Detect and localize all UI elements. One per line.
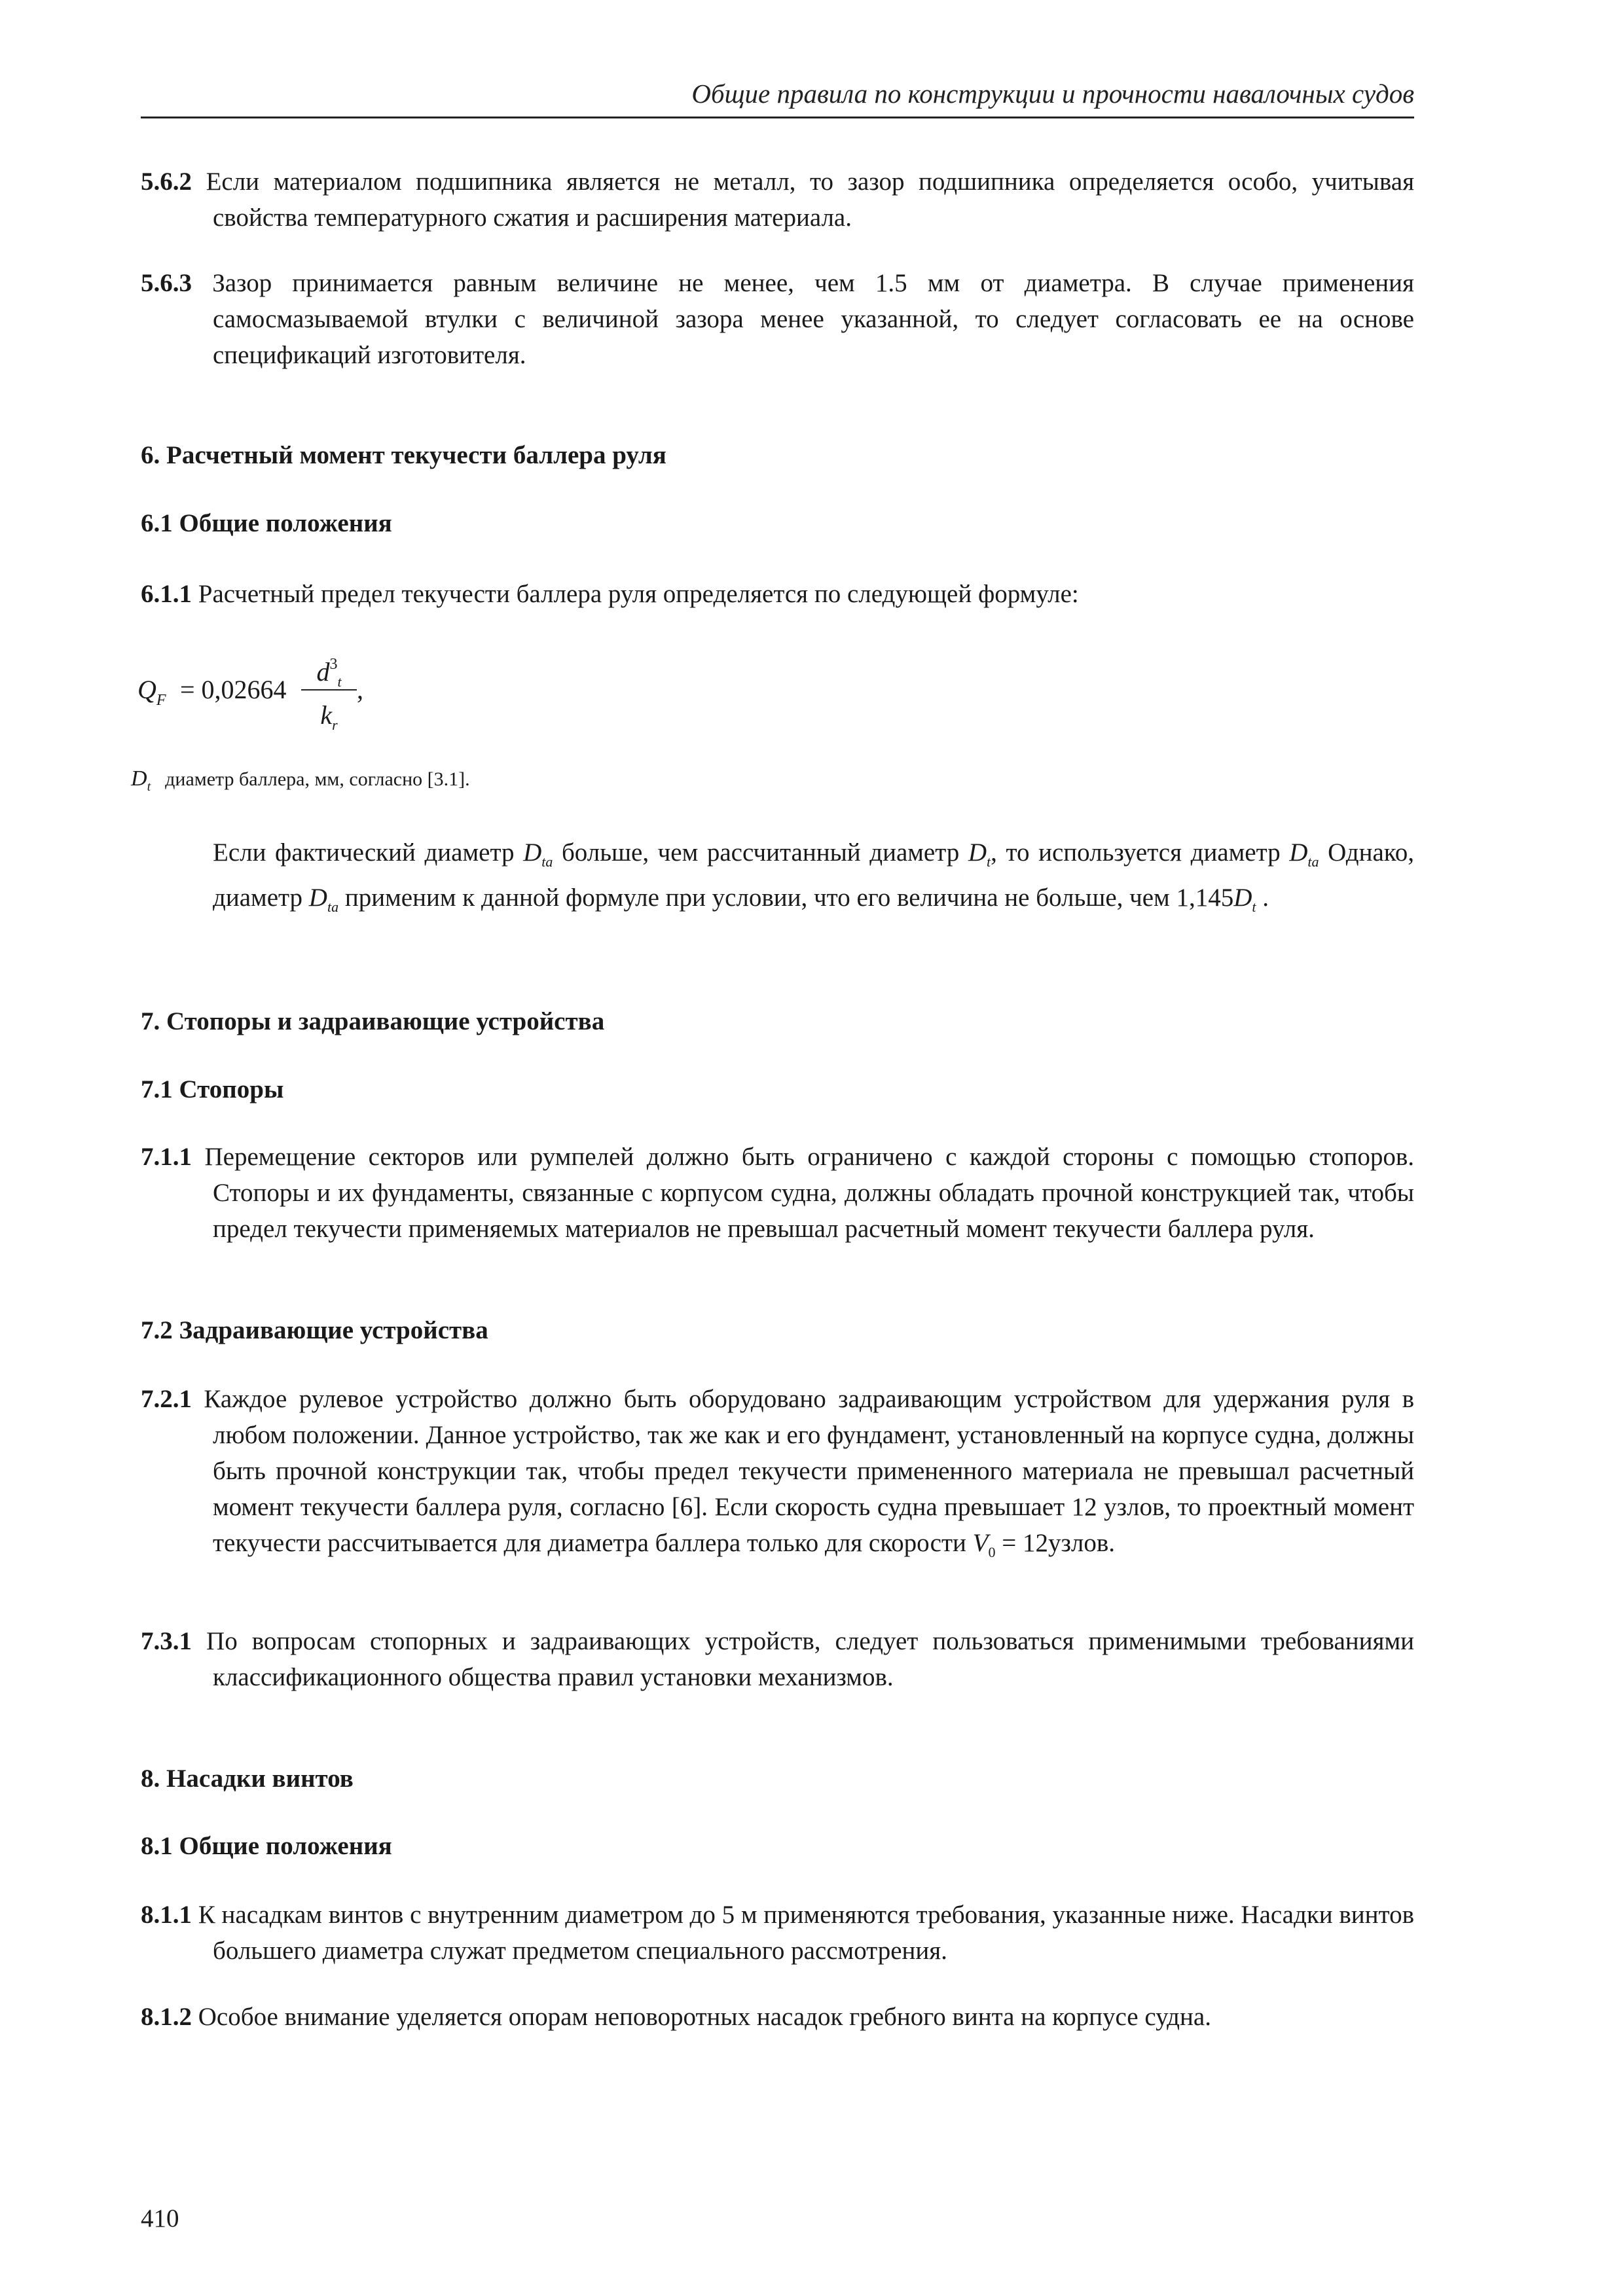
section-heading-7-2: 7.2 Задраивающие устройства — [141, 1316, 488, 1344]
paragraph-number: 7.2.1 — [141, 1385, 192, 1413]
paragraph-text: К насадкам винтов с внутренним диаметром до 5 м применяются требования, указанные ниже. Насадки винтов большего диаметра служат предметом специального рассмотрения. — [198, 1901, 1414, 1965]
formula-fraction — [301, 645, 357, 735]
paragraph-text: Если материалом подшипника является не металл, то зазор подшипника определяется особо, учитывая свойства температурного сжатия и расширения материала. — [206, 168, 1415, 232]
paragraph-number: 7.1.1 — [141, 1143, 192, 1171]
section-heading-7-1: 7.1 Стопоры — [141, 1075, 284, 1103]
running-header: Общие правила по конструкции и прочности навалочных судов — [691, 79, 1414, 109]
paragraph-number: 6.1.1 — [141, 580, 192, 608]
formula-lhs: $Q_F$ — [137, 675, 166, 709]
paragraph-number: 8.1.1 — [141, 1901, 192, 1929]
paragraph-number: 5.6.2 — [141, 168, 192, 196]
paragraph-7-1-1 — [141, 1139, 1414, 1247]
paragraph-text: Перемещение секторов или румпелей должно быть ограничено с каждой стороны с помощью стопоров. Стопоры и их фундаменты, связанные с корпусом судна, должны обладать прочной конструкцией так, чтобы предел текучести применяемых материалов не превышал расчетный момент текучести баллера руля. — [204, 1143, 1414, 1243]
paragraph-number: 8.1.2 — [141, 2003, 192, 2031]
formula-legend — [131, 766, 470, 800]
page-number: 410 — [141, 2204, 179, 2233]
section-heading-6: 6. Расчетный момент текучести баллера руля — [141, 441, 666, 469]
legend-symbol: $D_t$ — [131, 766, 151, 794]
paragraph-7-2-1: 7.2.1 Каждое рулевое устройство должно быть оборудовано задраивающим устройством для удержания руля в любом положении. Данное устройство, так же как и его фундамент, установленный на корпусе судна, должны быть прочной конструкции так, чтобы предел текучести примененного материала не превышал расчетный момент текучести баллера руля, согласно [6]. Если скорость судна превышает 12 узлов, то проектный момент текучести рассчитывается для диаметра баллера только для скорости $V_0$ = 12узлов. — [141, 1385, 1414, 1560]
diameter-note: Если фактический диаметр $D_{ta}$ больше, чем рассчитанный диаметр $D_t$, то используется диаметр $D_{ta}$ Однако, диаметр $D_{ta}$ применим к данной формуле при условии, что его величина не больше, чем $1,145D_t$ . — [213, 838, 1414, 915]
paragraph-7-3-1 — [141, 1623, 1414, 1695]
formula-trail: , — [357, 675, 363, 704]
yield-moment-formula — [131, 645, 458, 756]
speed-variable: $V_0$ — [972, 1529, 996, 1560]
paragraph-8-1-1 — [141, 1897, 1414, 1969]
section-heading-8: 8. Насадки винтов — [141, 1765, 354, 1793]
paragraph-5-6-2 — [141, 164, 1414, 236]
paragraph-text: По вопросам стопорных и задраивающих устройств, следует пользоваться применимыми требованиями классификационного общества правил установки механизмов. — [206, 1627, 1414, 1691]
paragraph-number: 5.6.3 — [141, 269, 192, 297]
section-heading-6-1: 6.1 Общие положения — [141, 509, 392, 537]
formula-denominator: $k_r$ — [320, 700, 338, 733]
section-heading-7: 7. Стопоры и задраивающие устройства — [141, 1007, 605, 1035]
paragraph-text: Каждое рулевое устройство должно быть оборудовано задраивающим устройством для удержания руля в любом положении. Данное устройство, так же как и его фундамент, установленный на корпусе судна, должны быть прочной конструкции так, чтобы предел текучести примененного материала не превышал расчетный момент текучести баллера руля, согласно [6]. Если скорость судна превышает 12 узлов, то проектный момент текучести рассчитывается для диаметра баллера только для скорости — [204, 1385, 1414, 1557]
paragraph-number: 7.3.1 — [141, 1627, 192, 1655]
formula-numerator: $d^3_t$ — [316, 656, 342, 690]
paragraph-text: Зазор принимается равным величине не менее, чем 1.5 мм от диаметра. В случае применения самосмазываемой втулки с величиной зазора менее указанной, то следует согласовать ее на основе спецификаций изготовителя. — [212, 269, 1414, 369]
fraction-bar — [301, 689, 357, 691]
paragraph-text: Особое внимание уделяется опорам неповоротных насадок гребного винта на корпусе судна. — [198, 2003, 1211, 2031]
legend-text: диаметр баллера, мм, согласно [3.1]. — [165, 768, 470, 790]
formula-coefficient: = 0,02664 — [180, 675, 287, 704]
paragraph-6-1-1 — [141, 576, 1414, 612]
header-rule — [141, 117, 1414, 118]
paragraph-8-1-2 — [141, 1999, 1414, 2035]
paragraph-text: Расчетный предел текучести баллера руля определяется по следующей формуле: — [198, 580, 1079, 608]
section-heading-8-1: 8.1 Общие положения — [141, 1832, 392, 1860]
paragraph-5-6-3 — [141, 265, 1414, 373]
